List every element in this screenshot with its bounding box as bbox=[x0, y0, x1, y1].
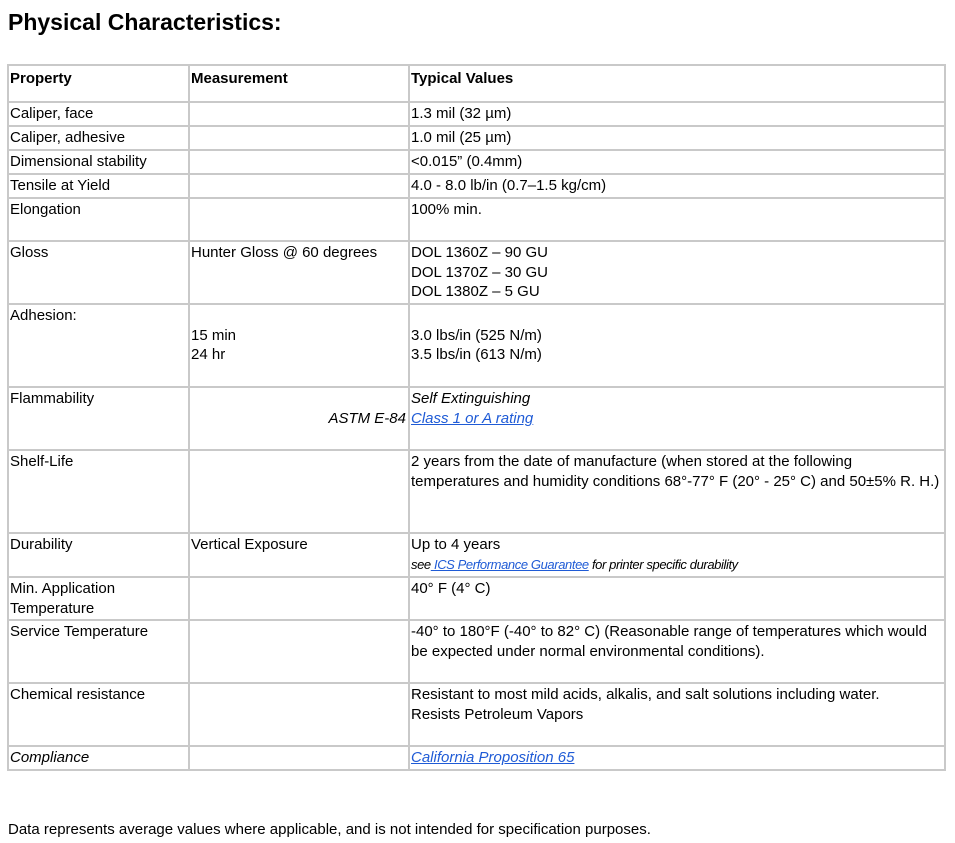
footer-note: Data represents average values where applicable, and is not intended for specification purposes. bbox=[8, 821, 651, 838]
note-prefix: see bbox=[411, 556, 431, 572]
table-row bbox=[8, 533, 945, 577]
property-cell: Flammability bbox=[8, 387, 189, 450]
measurement-cell bbox=[189, 387, 409, 450]
value-cell: 4.0 - 8.0 lb/in (0.7–1.5 kg/cm) bbox=[409, 174, 945, 198]
table-row bbox=[8, 150, 945, 174]
chemical-value-line: Resistant to most mild acids, alkalis, and salt solutions including water. bbox=[411, 686, 880, 703]
table-row bbox=[8, 387, 945, 450]
property-cell: Caliper, face bbox=[8, 102, 189, 126]
measurement-cell bbox=[189, 198, 409, 241]
page-title: Physical Characteristics: bbox=[8, 9, 282, 35]
property-cell: Caliper, adhesive bbox=[8, 126, 189, 150]
flammability-value: Self Extinguishing bbox=[411, 390, 531, 407]
property-cell: Durability bbox=[8, 533, 189, 577]
value-cell bbox=[409, 304, 945, 387]
table-row bbox=[8, 577, 945, 620]
property-cell: Compliance bbox=[8, 746, 189, 770]
header-measurement: Measurement bbox=[189, 65, 409, 102]
value-cell bbox=[409, 387, 945, 450]
measurement-cell bbox=[189, 450, 409, 533]
note-suffix: for printer specific durability bbox=[588, 556, 738, 572]
table-row bbox=[8, 174, 945, 198]
table-row bbox=[8, 241, 945, 304]
property-cell: Tensile at Yield bbox=[8, 174, 189, 198]
adhesion-value-line: 3.0 lbs/in (525 N/m) bbox=[411, 326, 542, 344]
table-row bbox=[8, 304, 945, 387]
value-cell: 100% min. bbox=[409, 198, 945, 241]
property-cell: Gloss bbox=[8, 241, 189, 304]
table-row bbox=[8, 746, 945, 770]
table-row bbox=[8, 198, 945, 241]
table-row bbox=[8, 102, 945, 126]
value-cell: <0.015” (0.4mm) bbox=[409, 150, 945, 174]
value-cell: 1.0 mil (25 µm) bbox=[409, 126, 945, 150]
header-typical-values: Typical Values bbox=[409, 65, 945, 102]
value-cell bbox=[409, 533, 945, 577]
adhesion-measurement-line: 15 min bbox=[191, 326, 237, 344]
measurement-cell: Vertical Exposure bbox=[189, 533, 409, 577]
property-cell: Chemical resistance bbox=[8, 683, 189, 746]
table-row bbox=[8, 126, 945, 150]
value-cell: 40° F (4° C) bbox=[409, 577, 945, 620]
gloss-value-line: DOL 1380Z – 5 GU bbox=[411, 283, 540, 300]
class-rating-link[interactable]: Class 1 or A rating bbox=[411, 409, 534, 427]
measurement-cell bbox=[189, 150, 409, 174]
measurement-cell bbox=[189, 102, 409, 126]
adhesion-value-line: 3.5 lbs/in (613 N/m) bbox=[411, 346, 542, 363]
adhesion-measurement-line: 24 hr bbox=[191, 346, 226, 363]
measurement-cell: Hunter Gloss @ 60 degrees bbox=[189, 241, 409, 304]
measurement-cell bbox=[189, 577, 409, 620]
property-cell: Dimensional stability bbox=[8, 150, 189, 174]
value-cell bbox=[409, 746, 945, 770]
gloss-value-line: DOL 1370Z – 30 GU bbox=[411, 263, 549, 281]
value-cell: 2 years from the date of manufacture (when stored at the following temperatures and humidity conditions 68°-77° F (20° - 25° C) and 50±5% R. H.) bbox=[409, 450, 945, 533]
gloss-value-line: DOL 1360Z – 90 GU bbox=[411, 244, 549, 261]
header-property: Property bbox=[8, 65, 189, 102]
property-cell: Elongation bbox=[8, 198, 189, 241]
property-cell: Adhesion: bbox=[8, 304, 189, 387]
astm-test-label: ASTM E-84 bbox=[328, 409, 406, 427]
table-row bbox=[8, 683, 945, 746]
property-cell: Shelf-Life bbox=[8, 450, 189, 533]
measurement-cell bbox=[189, 746, 409, 770]
table-row bbox=[8, 450, 945, 533]
value-cell bbox=[409, 241, 945, 304]
performance-guarantee-link[interactable]: ICS Performance Guarantee bbox=[430, 556, 589, 572]
property-cell: Min. Application Temperature bbox=[8, 577, 189, 620]
value-cell: -40° to 180°F (-40° to 82° C) (Reasonable range of temperatures which would be expected under normal environmental conditions). bbox=[409, 620, 945, 683]
measurement-cell bbox=[189, 126, 409, 150]
measurement-cell bbox=[189, 683, 409, 746]
table-header-row bbox=[8, 65, 945, 102]
table-row bbox=[8, 620, 945, 683]
property-cell: Service Temperature bbox=[8, 620, 189, 683]
measurement-cell bbox=[189, 304, 409, 387]
measurement-cell bbox=[189, 174, 409, 198]
prop-65-link[interactable]: California Proposition 65 bbox=[411, 749, 575, 766]
measurement-cell bbox=[189, 620, 409, 683]
value-cell bbox=[409, 683, 945, 746]
durability-note bbox=[411, 555, 942, 575]
chemical-value-line: Resists Petroleum Vapors bbox=[411, 705, 584, 723]
value-cell: 1.3 mil (32 µm) bbox=[409, 102, 945, 126]
durability-value: Up to 4 years bbox=[411, 536, 501, 553]
physical-characteristics-table bbox=[7, 64, 946, 771]
